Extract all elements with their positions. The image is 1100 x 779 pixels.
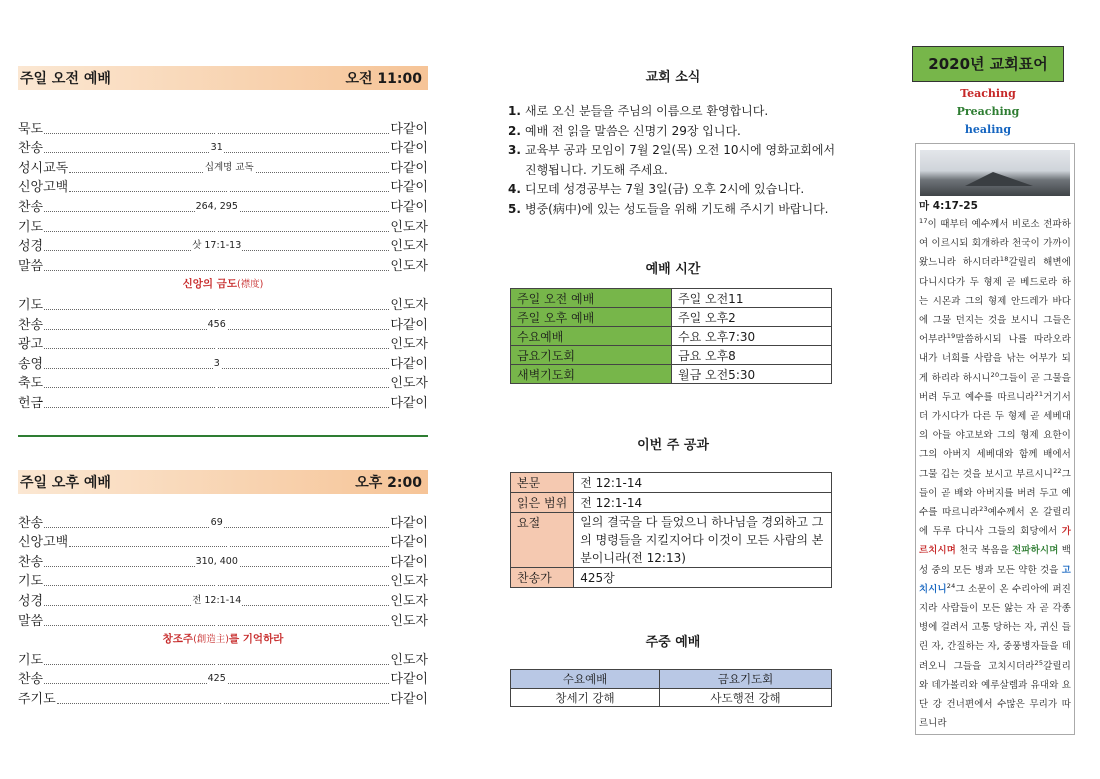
morning-service-header: [18, 66, 428, 90]
lesson-table: [510, 472, 832, 588]
order-label: 말씀: [18, 613, 44, 629]
order-leader: 인도자: [390, 376, 428, 392]
order-label: 찬송: [18, 141, 44, 157]
order-row: [18, 334, 428, 354]
news-text: 병중(病中)에 있는 성도들을 위해 기도해 주시기 바랍니다.: [525, 201, 829, 216]
order-detail: 69: [210, 516, 223, 528]
order-detail: [44, 218, 389, 235]
leader-dots: [44, 673, 389, 685]
news-item: [508, 122, 848, 142]
times-row: [511, 289, 832, 308]
order-leader: 다같이: [390, 141, 428, 157]
order-detail: 264, 295: [195, 200, 238, 212]
leader-dots: [69, 546, 389, 547]
order-leader: 다같이: [390, 515, 428, 531]
order-row: [18, 610, 428, 630]
order-leader: 다같이: [390, 121, 428, 137]
lesson-value: 425장: [574, 568, 832, 588]
verse-text: $^{17}$이 때부터 예수께서 비로소 전파하여 이르시되 회개하라 천국이 가까이 왔느니라 하시더라$^{18}$갈릴리 해변에 다니시다가 두 형제 곧 베드로라 하는 시몬과 그의 형제 안드레가 바다에 그물 던지는 것을 보시니 그들은 어부라$^{19}$말씀하시되 나를 따라오라 내가 너희를 사람을 낚는 어부가 되게 하리라 하시니$^{20}$그들이 곧 그물을 버려 두고 예수를 따르니라$^{21}$거기서 더 가시다가 다른 두 형제 곧 세베대의 아들 야고보와 그의 형제 요한이 그의 아버지 세베대와 함께 배에서 그물 깁는 것을 보시고 부르시니$^{22}$그들이 곧 배와 아버지를 버려 두고 예수를 따르니라$^{23}$예수께서 온 갈릴리에 두루 다니사 그들의 회당에서 가르치시며 천국 복음을 전파하시며 백성 중의 모든 병과 모든 약한 것을 고치시니$^{24}$그 소문이 온 수리아에 퍼진지라 사람들이 모든 앓는 자 곧 각종 병에 걸려서 고통 당하는 자, 귀신 들린 자, 간질하는 자, 중풍병자들을 데려오니 그들을 고치시더라$^{25}$갈릴리와 데가볼리와 예루살렘과 유대와 요단 강 건너편에서 수많은 무리가 따르니라: [919, 216, 1072, 730]
order-row: [18, 216, 428, 236]
times-value: 수요 오후7:30: [672, 327, 832, 346]
order-row: [18, 688, 428, 708]
leader-dots: [44, 516, 389, 528]
news-item: [508, 180, 848, 200]
leader-dots: [44, 240, 389, 252]
times-row: [511, 365, 832, 384]
order-detail: 전 12:1-14: [192, 594, 242, 606]
order-leader: 인도자: [390, 593, 428, 609]
highlight-healing: 고치시니: [919, 564, 1071, 595]
news-item: [508, 200, 848, 220]
order-leader: 다같이: [390, 395, 428, 411]
section-divider: [18, 435, 428, 437]
news-item: [508, 102, 848, 122]
order-row: [18, 590, 428, 610]
leader-dots: [44, 200, 389, 212]
order-leader: 인도자: [390, 258, 428, 274]
order-leader: 인도자: [390, 219, 428, 235]
order-detail: 십계명 교독: [204, 161, 254, 173]
leader-dots: [57, 703, 390, 704]
news-item: [508, 141, 848, 180]
order-label: 기도: [18, 652, 44, 668]
order-detail: [69, 178, 389, 195]
times-row: [511, 327, 832, 346]
leader-dots: [44, 387, 389, 388]
order-leader: 인도자: [390, 337, 428, 353]
worship-times-table: [510, 288, 832, 384]
mountain-image: [920, 150, 1070, 196]
leader-dots: [44, 318, 389, 330]
order-row: [18, 512, 428, 532]
midweek-cell-wed: 창세기 강해: [511, 689, 660, 707]
order-label: 기도: [18, 219, 44, 235]
midweek-table: [510, 669, 832, 707]
leader-dots: [69, 161, 389, 173]
news-text: 예배 전 읽을 말씀은 신명기 29장 입니다.: [525, 123, 741, 138]
news-text: 디모데 성경공부는 7월 3일(금) 오후 2시에 있습니다.: [525, 182, 805, 196]
times-label: 주일 오전 예배: [511, 289, 672, 308]
morning-service-title: 주일 오전 예배: [20, 71, 111, 87]
order-detail: [44, 374, 389, 391]
afternoon-sermon-title: 창조주(創造主)를 기억하라: [162, 632, 284, 645]
order-leader: 인도자: [390, 239, 428, 255]
order-leader: 다같이: [390, 180, 428, 196]
midweek-title: 주중 예배: [645, 635, 701, 650]
order-leader: 다같이: [390, 199, 428, 215]
order-detail: [57, 690, 390, 707]
order-detail: [44, 651, 389, 668]
afternoon-order-list: [18, 512, 428, 708]
morning-sermon-title: 신앙의 금도(襟度): [182, 277, 264, 290]
leader-dots: [44, 270, 389, 271]
leader-dots: [44, 357, 389, 369]
order-label: 찬송: [18, 317, 44, 333]
order-label: 성경: [18, 593, 44, 609]
news-title: 교회 소식: [645, 70, 701, 85]
midweek-header-fri: 금요기도회: [660, 670, 832, 689]
order-row: [18, 532, 428, 552]
order-leader: 인도자: [390, 613, 428, 629]
leader-dots: [44, 555, 389, 567]
afternoon-service-time: 오후 2:00: [355, 475, 422, 491]
news-number: 2.: [508, 123, 521, 138]
order-label: 찬송: [18, 672, 44, 688]
leader-dots: [44, 664, 389, 665]
order-detail: [44, 394, 389, 411]
order-row: [18, 571, 428, 591]
order-label: 송영: [18, 356, 44, 372]
lesson-row: [511, 568, 832, 588]
order-label: 기도: [18, 574, 44, 590]
order-leader: 다같이: [390, 317, 428, 333]
motto-word-healing: healing: [964, 123, 1012, 136]
motto-word-teaching: Teaching: [960, 87, 1016, 100]
lesson-value: 일의 결국을 다 들었으니 하나님을 경외하고 그의 명령들을 지킬지어다 이것이 모든 사람의 본분이니라(전 12:13): [574, 513, 832, 568]
order-label: 찬송: [18, 515, 44, 531]
order-row: [18, 392, 428, 412]
morning-order-list: [18, 118, 428, 412]
times-label: 새벽기도회: [511, 365, 672, 384]
order-leader: 다같이: [390, 535, 428, 551]
order-leader: 인도자: [390, 574, 428, 590]
leader-dots: [44, 625, 389, 626]
order-detail: [44, 120, 389, 137]
order-row: [18, 255, 428, 275]
order-detail: [44, 296, 389, 313]
order-detail: 3: [213, 357, 220, 369]
order-label: 축도: [18, 376, 44, 392]
order-detail: [69, 533, 389, 550]
order-detail: [44, 335, 389, 352]
order-label: 찬송: [18, 554, 44, 570]
order-row: [18, 551, 428, 571]
order-leader: 인도자: [390, 297, 428, 313]
midweek-header-wed: 수요예배: [511, 670, 660, 689]
times-value: 금요 오후8: [672, 346, 832, 365]
order-detail: 삿 17:1-13: [192, 240, 242, 252]
order-row: [18, 649, 428, 669]
times-label: 주일 오후 예배: [511, 308, 672, 327]
lesson-label: 찬송가: [511, 568, 574, 588]
order-label: 성시교독: [18, 160, 69, 176]
midweek-cell-fri: 사도행전 강해: [660, 689, 832, 707]
order-leader: 다같이: [390, 160, 428, 176]
order-row: [18, 157, 428, 177]
order-row: [18, 138, 428, 158]
order-label: 신앙고백: [18, 180, 69, 196]
afternoon-service-header: [18, 470, 428, 494]
highlight-preaching: 전파하시며: [1012, 545, 1059, 557]
times-row: [511, 346, 832, 365]
leader-dots: [44, 142, 389, 154]
lesson-row: [511, 473, 832, 493]
leader-dots: [44, 407, 389, 408]
order-row: [18, 294, 428, 314]
lesson-title: 이번 주 공과: [637, 438, 709, 453]
times-row: [511, 308, 832, 327]
times-value: 주일 오후2: [672, 308, 832, 327]
highlight-teaching: 가르치시며: [919, 526, 1071, 557]
lesson-label: 읽은 범위: [511, 493, 574, 513]
motto-word-preaching: Preaching: [956, 105, 1020, 118]
order-row: [18, 353, 428, 373]
news-number: 4.: [508, 182, 521, 196]
leader-dots: [44, 231, 389, 232]
order-label: 성경: [18, 239, 44, 255]
order-row: [18, 177, 428, 197]
times-title: 예배 시간: [645, 262, 701, 277]
order-detail: [44, 572, 389, 589]
motto-title: 2020년 교회표어: [912, 46, 1064, 82]
morning-service-time: 오전 11:00: [345, 71, 422, 87]
leader-dots: [44, 133, 389, 134]
news-text: 교육부 공과 모임이 7월 2일(목) 오전 10시에 영화교회에서 진행됩니다. 기도해 주세요.: [525, 143, 836, 177]
order-label: 헌금: [18, 395, 44, 411]
news-text: 새로 오신 분들을 주님의 이름으로 환영합니다.: [525, 104, 769, 118]
order-detail: 425: [207, 673, 226, 685]
leader-dots: [44, 348, 389, 349]
leader-dots: [69, 191, 389, 192]
order-detail: 456: [207, 318, 226, 330]
lesson-label: 요절: [511, 513, 574, 568]
times-value: 주일 오전11: [672, 289, 832, 308]
news-number: 3.: [508, 143, 521, 157]
times-value: 월금 오전5:30: [672, 365, 832, 384]
news-list: [508, 102, 848, 219]
order-row: [18, 373, 428, 393]
news-number: 1.: [508, 104, 521, 118]
order-row: [18, 669, 428, 689]
order-leader: 다같이: [390, 356, 428, 372]
order-detail: 310, 400: [195, 555, 238, 567]
times-label: 금요기도회: [511, 346, 672, 365]
lesson-label: 본문: [511, 473, 574, 493]
order-row: [18, 236, 428, 256]
order-detail: [44, 257, 389, 274]
afternoon-service-title: 주일 오후 예배: [20, 475, 111, 491]
order-row: [18, 118, 428, 138]
news-number: 5.: [508, 201, 521, 216]
lesson-value: 전 12:1-14: [574, 473, 832, 493]
leader-dots: [44, 585, 389, 586]
order-label: 말씀: [18, 258, 44, 274]
lesson-value: 전 12:1-14: [574, 493, 832, 513]
order-detail: 31: [210, 142, 223, 154]
order-detail: [44, 612, 389, 629]
lesson-row: [511, 513, 832, 568]
leader-dots: [44, 309, 389, 310]
order-row: [18, 314, 428, 334]
leader-dots: [44, 594, 389, 606]
order-leader: 다같이: [390, 672, 428, 688]
order-label: 광고: [18, 337, 44, 353]
times-label: 수요예배: [511, 327, 672, 346]
order-label: 기도: [18, 297, 44, 313]
order-leader: 다같이: [390, 554, 428, 570]
order-label: 찬송: [18, 199, 44, 215]
verse-box: [915, 143, 1075, 735]
order-leader: 다같이: [390, 691, 428, 707]
lesson-row: [511, 493, 832, 513]
verse-reference: 마 4:17-25: [919, 200, 978, 212]
order-leader: 인도자: [390, 652, 428, 668]
order-label: 주기도: [18, 691, 56, 707]
order-label: 신앙고백: [18, 535, 69, 551]
order-label: 묵도: [18, 121, 44, 137]
order-row: [18, 196, 428, 216]
